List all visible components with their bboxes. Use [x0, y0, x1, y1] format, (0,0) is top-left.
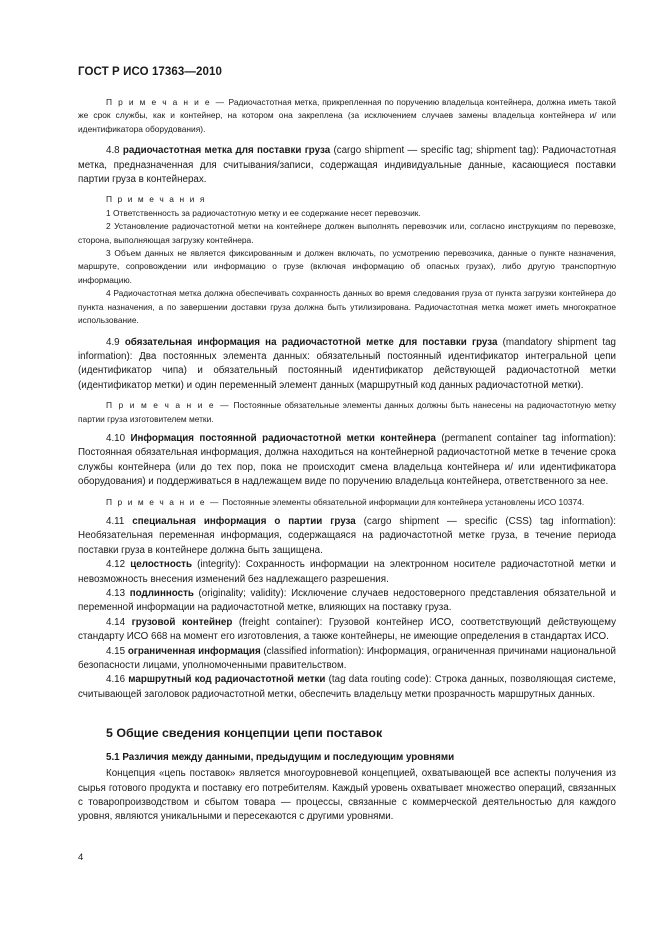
note-1 [78, 96, 616, 136]
note-label: П р и м е ч а н и е — [106, 496, 220, 507]
note-3 [78, 496, 616, 509]
definition-4-10 [78, 432, 616, 490]
note-item: 1 Ответственность за радиочастотную метку и ее содержание несет перевозчик. [106, 207, 421, 218]
paragraph-5-1: Концепция «цепь поставок» является многоуровневой концепцией, охватывающей все аспекты получения из сырья готового продукта и поставку его потребителям. Каждый уровень охватывает множество операций, связанных с товаропроизводством и сбытом товара — процессы, связанные с коммерческой деятельностью для каждого уровня, являются уникальными и пересекаются с другими уровнями. [78, 768, 616, 823]
note-label: П р и м е ч а н и е — [106, 400, 231, 411]
clause-number: 4.8 [106, 145, 123, 157]
term: радиочастотная метка для поставки груза [122, 145, 331, 157]
note-item: 2 Установление радиочастотной метки на контейнере должен выполнять перевозчик или, согласно инструкциям по перевозке, сторона, выполняющая загрузку контейнера. [78, 221, 616, 245]
clause-number: 4.14 [106, 616, 132, 628]
note-label: П р и м е ч а н и е — [106, 97, 226, 107]
definition-text: (freight container): Грузовой контейнер ИСО, соответствующий действующему стандарту ИСО 668 на момент его изготовления, а также контейнеры, не имеющие определения в стандартах ИСО. [78, 616, 616, 643]
definition-4-15 [78, 645, 616, 674]
definition-text: (cargo shipment — specific (CSS) tag information): Необязательная переменная информация, содержащаяся на радиочастотной метке груза, в течение периода поставки груза в контейнере должна быть защищена. [78, 515, 616, 556]
clause-number: 4.9 [106, 336, 125, 348]
definition-text: (originality; validity): Исключение случаев недостоверного представления обязательной и переменной информации на радиочастотной метке, влияющих на поставку груза. [78, 588, 616, 614]
document-header: ГОСТ Р ИСО 17363—2010 [78, 66, 223, 78]
clause-number: 4.12 [106, 559, 131, 571]
definition-4-11 [78, 515, 616, 558]
definition-4-16 [78, 673, 616, 702]
term: Информация постоянной радиочастотной метки контейнера [130, 432, 437, 444]
page-content [78, 96, 616, 825]
note-text: Радиочастотная метка, прикрепленная по поручению владельца контейнера, должна иметь такой же срок службы, как и контейнер, на котором она закреплена (за исключением случаев замены владельца контейнера и/ или идентификатора оборудования). [78, 97, 617, 134]
definition-4-9 [78, 336, 616, 394]
definition-text: (cargo shipment — specific tag; shipment tag): Радиочастотная метка, предназначенная для считывания/записи, содержащая индивидуальные данные, касающиеся поставки партии груза в контейнерах. [78, 145, 616, 186]
page-number: 4 [78, 852, 84, 863]
definition-4-14 [78, 616, 616, 645]
clause-number: 4.15 [106, 645, 128, 657]
term: подлинность [129, 588, 194, 599]
definition-text: (classified information): Информация, ограниченная причинами национальной безопасности лицами, уполномоченными правительством. [78, 645, 616, 672]
term: целостность [130, 559, 192, 571]
definition-4-12 [78, 558, 616, 587]
note-text: Постоянные обязательные элементы данных должны быть нанесены на радиочастотную метку партии груза изготовителем метки. [78, 400, 617, 424]
clause-number: 4.10 [106, 432, 131, 444]
note-item: 4 Радиочастотная метка должна обеспечивать сохранность данных во время следования груза от пункта загрузки контейнера до пункта назначения, а по завершении доставки груза должна быть утилизирована. Радиочастотная метка может иметь многократное использование. [78, 288, 616, 326]
term: специальная информация о партии груза [132, 515, 356, 527]
definition-text: (permanent container tag information): Постоянная обязательная информация, должна находиться на контейнерной радиочастотной метке в течение срока службы контейнера (или до тех пор, пока не происходит смена владельца контейнера и/ или идентификатора оборудования) и поддерживаться в надлежащем виде по поручению владельца контейнера, ответственного за нее. [78, 432, 616, 488]
term: ограниченная информация [127, 645, 261, 657]
term: грузовой контейнер [131, 616, 233, 628]
subsection-5-1-heading: 5.1 Различия между данными, предыдущим и последующим уровнями [106, 752, 455, 764]
note-text: Постоянные элементы обязательной информации для контейнера установлены ИСО 10374. [220, 496, 585, 507]
clause-number: 4.13 [106, 588, 130, 599]
term: обязательная информация на радиочастотной метке для поставки груза [124, 336, 498, 348]
definition-text: (integrity): Сохранность информации на электронном носителе радиочастотной метки и невозможность внесения изменений без надлежащего разрешения. [78, 559, 617, 585]
note-item: 3 Объем данных не является фиксированным и должен включать, по усмотрению перевозчика, данные о пункте назначения, маршруте, сопровождении или информацию о грузе (включая информацию об опасных грузах), либо другую транспортную информацию. [78, 248, 616, 285]
notes-label: П р и м е ч а н и я [106, 194, 206, 205]
term: маршрутный код радиочастотной метки [128, 674, 326, 686]
definition-text: (tag data routing code): Строка данных, позволяющая системе, считывающей заголовок радиочастотной метки, обеспечить владельцу метки прозрачность маршрутных данных. [78, 674, 616, 700]
clause-number: 4.11 [106, 515, 133, 527]
definition-text: (mandatory shipment tag information): Два постоянных элемента данных: обязательный постоянный идентификатор интегральной цепи (идентификатор чипа) и обязательный постоянный идентификатор действующей радиочастотной метки (идентификатор метки) и один переменный элемент данных (маршрутный код данных радиочастотной метки). [78, 336, 616, 391]
section-5-heading: 5 Общие сведения концепции цепи поставок [106, 726, 383, 741]
definition-4-8 [78, 144, 616, 187]
clause-number: 4.16 [106, 674, 129, 686]
note-2 [78, 399, 616, 426]
definition-4-13 [78, 587, 616, 616]
